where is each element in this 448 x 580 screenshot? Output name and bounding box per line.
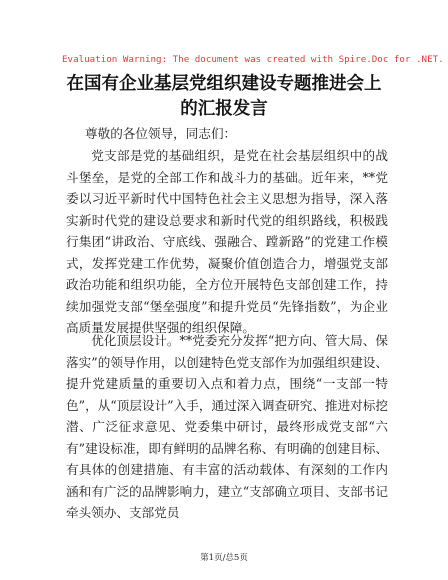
evaluation-watermark: Evaluation Warning: The document was created with Spire.Doc for .NET.	[62, 54, 444, 65]
body-paragraph: 优化顶层设计。**党委充分发挥“把方向、管大局、保落实”的领导作用，以创建特色党支部作为加强组织建设、提升党建质量的重要切入点和着力点，围绕“一支部一特色”，从“顶层设计”入手，通过深入调查研究、推进对标挖潜、广泛征求意见、党委集中研讨，最终形成党支部“六有”建设标准，即有鲜明的品牌名称、有明确的创建目标、有具体的创建措施、有丰富的活动载体、有深刻的工作内涵和有广泛的品牌影响力，建立“支部确立项目、支部书记牵头领办、支部党员	[66, 333, 388, 520]
salutation: 尊敬的各位领导，同志们：	[85, 126, 237, 141]
document-title: 在国有企业基层党组织建设专题推进会上的汇报发言	[66, 74, 382, 119]
body-paragraph: 党支部是党的基础组织，是党在社会基层组织中的战斗堡垒，是党的全部工作和战斗力的基础。近年来，**党委以习近平新时代中国特色社会主义思想为指导，深入落实新时代党的建设总要求和新时代党的组织路线，积极践行集团“讲政治、守底线、强融合、蹚新路”的党建工作模式，发挥党建工作优势，凝聚价值创造合力，增强党支部政治功能和组织功能，全方位开展特色支部创建工作，持续加强党支部“堡垒强度”和提升党员“先锋指数”，为企业高质量发展提供坚强的组织保障。	[66, 148, 388, 335]
page-footer: 第1页/总5页	[200, 553, 248, 563]
